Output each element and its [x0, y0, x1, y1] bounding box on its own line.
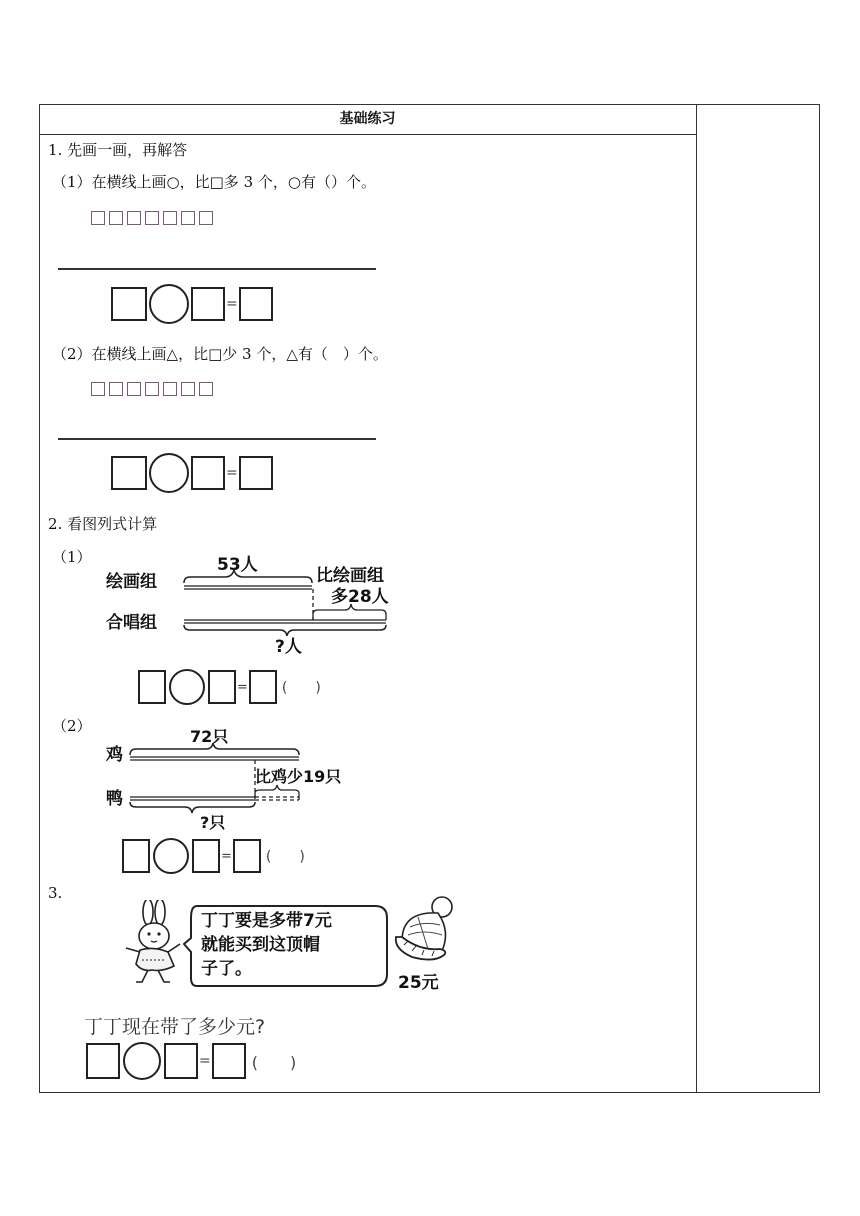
operator-circle[interactable]: [123, 1042, 161, 1080]
unit-paren: ( ): [251, 1052, 297, 1072]
q2-p1-bar2: [184, 620, 386, 623]
answer-box[interactable]: [111, 287, 147, 321]
q2-p2-diagram: [100, 724, 370, 830]
answer-box[interactable]: [249, 670, 277, 704]
q1-part2-text: （2）在横线上画△，比□少 3 个，△有（ ）个。: [52, 345, 388, 363]
q2-title: 2. 看图列式计算: [48, 515, 158, 533]
small-square: [91, 211, 105, 225]
small-square: [199, 211, 213, 225]
answer-box[interactable]: [164, 1043, 198, 1079]
q2-p1-bottom-value: ?人: [275, 637, 302, 656]
small-square: [163, 211, 177, 225]
q1-part2-drawing-line[interactable]: [58, 438, 376, 440]
table-header-divider: [39, 134, 697, 135]
q2-p1-top-value: 53人: [217, 555, 258, 575]
speech-bubble-text: [201, 909, 332, 981]
q2-p1-note-line1: 比绘画组: [316, 566, 384, 586]
q2-p2-top-value: 72只: [190, 727, 229, 746]
q2-p1-row1-label: 绘画组: [106, 572, 157, 592]
q1-part1-equation: [111, 284, 273, 324]
q3-label: 3.: [48, 884, 63, 902]
q2-p2-label: （2）: [52, 717, 92, 735]
operator-circle[interactable]: [153, 838, 189, 874]
answer-box[interactable]: [111, 456, 147, 490]
small-square: [127, 211, 141, 225]
hat-illustration: [390, 893, 460, 965]
q1-part2-square-row: [91, 382, 213, 396]
q1-part1-drawing-line[interactable]: [58, 268, 376, 270]
q1-part1-text: （1）在横线上画○，比□多 3 个，○有（）个。: [52, 173, 376, 191]
q2-p2-bar2: [130, 797, 255, 800]
q2-p2-row1-label: 鸡: [106, 745, 123, 765]
q3-equation: [86, 1042, 296, 1080]
answer-box[interactable]: [122, 839, 150, 873]
answer-box[interactable]: [138, 670, 166, 704]
answer-box[interactable]: [212, 1043, 246, 1079]
small-square: [163, 382, 177, 396]
equals-sign: =: [199, 1053, 211, 1069]
answer-box[interactable]: [192, 839, 220, 873]
small-square: [199, 382, 213, 396]
equals-sign: =: [226, 296, 238, 312]
q2-p1-equation: [138, 669, 321, 705]
answer-box[interactable]: [208, 670, 236, 704]
q2-p1-row2-label: 合唱组: [106, 613, 157, 633]
operator-circle[interactable]: [149, 284, 189, 324]
hat-price: 25元: [398, 973, 439, 993]
small-square: [145, 382, 159, 396]
operator-circle[interactable]: [149, 453, 189, 493]
equals-sign: =: [237, 679, 248, 695]
small-square: [181, 382, 195, 396]
bubble-line-2: 就能买到这顶帽: [201, 935, 320, 955]
equals-sign: =: [221, 848, 232, 864]
answer-box[interactable]: [86, 1043, 120, 1079]
q2-p2-bottom-value: ?只: [200, 813, 226, 830]
unit-paren: ( ): [281, 680, 321, 696]
answer-box[interactable]: [239, 287, 273, 321]
q2-p2-row2-label: 鸭: [106, 789, 123, 809]
q2-p2-note: 比鸡少19只: [255, 767, 342, 786]
small-square: [109, 211, 123, 225]
q2-p2-missing-bar: [255, 797, 299, 800]
answer-box[interactable]: [239, 456, 273, 490]
q3-question: 丁丁现在带了多少元?: [84, 1016, 266, 1038]
bubble-line-3: 子了。: [201, 959, 252, 979]
q2-p2-bar1: [130, 757, 299, 760]
table-column-divider: [696, 104, 697, 1093]
small-square: [145, 211, 159, 225]
small-square: [127, 382, 141, 396]
q2-p1-note-line2: 多28人: [331, 587, 389, 607]
bubble-line-1: 丁丁要是多带7元: [201, 911, 332, 931]
q1-part2-equation: [111, 453, 273, 493]
answer-box[interactable]: [191, 456, 225, 490]
q2-p1-label: （1）: [52, 548, 92, 566]
q2-p2-extra-brace: [255, 785, 299, 797]
small-square: [91, 382, 105, 396]
q1-part1-square-row: [91, 211, 213, 225]
operator-circle[interactable]: [169, 669, 205, 705]
q2-p1-bottom-brace: [184, 625, 386, 636]
q2-p1-diagram: [100, 548, 410, 656]
answer-box[interactable]: [233, 839, 261, 873]
q1-title: 1. 先画一画，再解答: [48, 141, 188, 159]
small-square: [181, 211, 195, 225]
q2-p2-equation: [122, 838, 305, 874]
answer-box[interactable]: [191, 287, 225, 321]
unit-paren: ( ): [265, 849, 305, 865]
equals-sign: =: [226, 465, 238, 481]
q2-p1-bar1: [184, 586, 312, 589]
section-title: 基础练习: [339, 111, 396, 127]
small-square: [109, 382, 123, 396]
q2-p2-bottom-brace: [130, 802, 255, 813]
